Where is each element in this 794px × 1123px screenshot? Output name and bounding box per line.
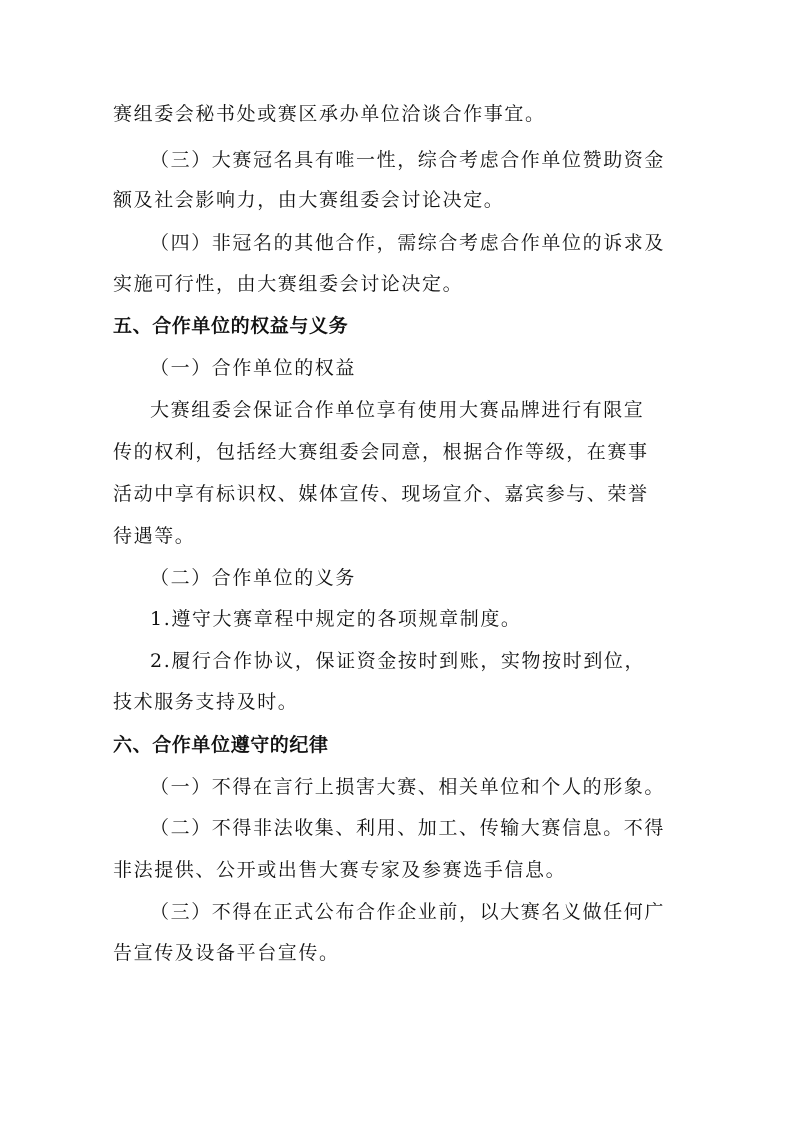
discipline-item-3-line-2: 告宣传及设备平台宣传。 <box>113 942 340 964</box>
clause-3-line-1: （三）大赛冠名具有唯一性，综合考虑合作单位赞助资金 <box>150 149 666 171</box>
subheading-rights: （一）合作单位的权益 <box>150 357 357 379</box>
rights-paragraph-line-2: 传的权利，包括经大赛组委会同意，根据合作等级，在赛事 <box>113 441 649 463</box>
clause-4-line-1: （四）非冠名的其他合作，需综合考虑合作单位的诉求及 <box>150 232 666 254</box>
paragraph-line: 赛组委会秘书处或赛区承办单位洽谈合作事宜。 <box>113 103 546 125</box>
section-heading-6: 六、合作单位遵守的纪律 <box>113 734 329 756</box>
rights-paragraph-line-1: 大赛组委会保证合作单位享有使用大赛品牌进行有限宣 <box>150 399 645 421</box>
discipline-item-1: （一）不得在言行上损害大赛、相关单位和个人的形象。 <box>150 776 666 798</box>
clause-3-line-2: 额及社会影响力，由大赛组委会讨论决定。 <box>113 189 505 211</box>
section-heading-5: 五、合作单位的权益与义务 <box>113 315 349 337</box>
discipline-item-2-line-2: 非法提供、公开或出售大赛专家及参赛选手信息。 <box>113 859 567 881</box>
discipline-item-2-line-1: （二）不得非法收集、利用、加工、传输大赛信息。不得 <box>150 817 666 839</box>
rights-paragraph-line-3: 活动中享有标识权、媒体宣传、现场宣介、嘉宾参与、荣誉 <box>113 483 649 505</box>
subheading-obligations: （二）合作单位的义务 <box>150 567 357 589</box>
obligation-item-2-line-1: 2.履行合作协议，保证资金按时到账，实物按时到位， <box>150 650 646 672</box>
rights-paragraph-line-4: 待遇等。 <box>113 525 196 547</box>
discipline-item-3-line-1: （三）不得在正式公布合作企业前，以大赛名义做任何广 <box>150 901 666 923</box>
obligation-item-1: 1.遵守大赛章程中规定的各项规章制度。 <box>150 608 522 630</box>
clause-4-line-2: 实施可行性，由大赛组委会讨论决定。 <box>113 273 464 295</box>
obligation-item-2-line-2: 技术服务支持及时。 <box>113 691 299 713</box>
